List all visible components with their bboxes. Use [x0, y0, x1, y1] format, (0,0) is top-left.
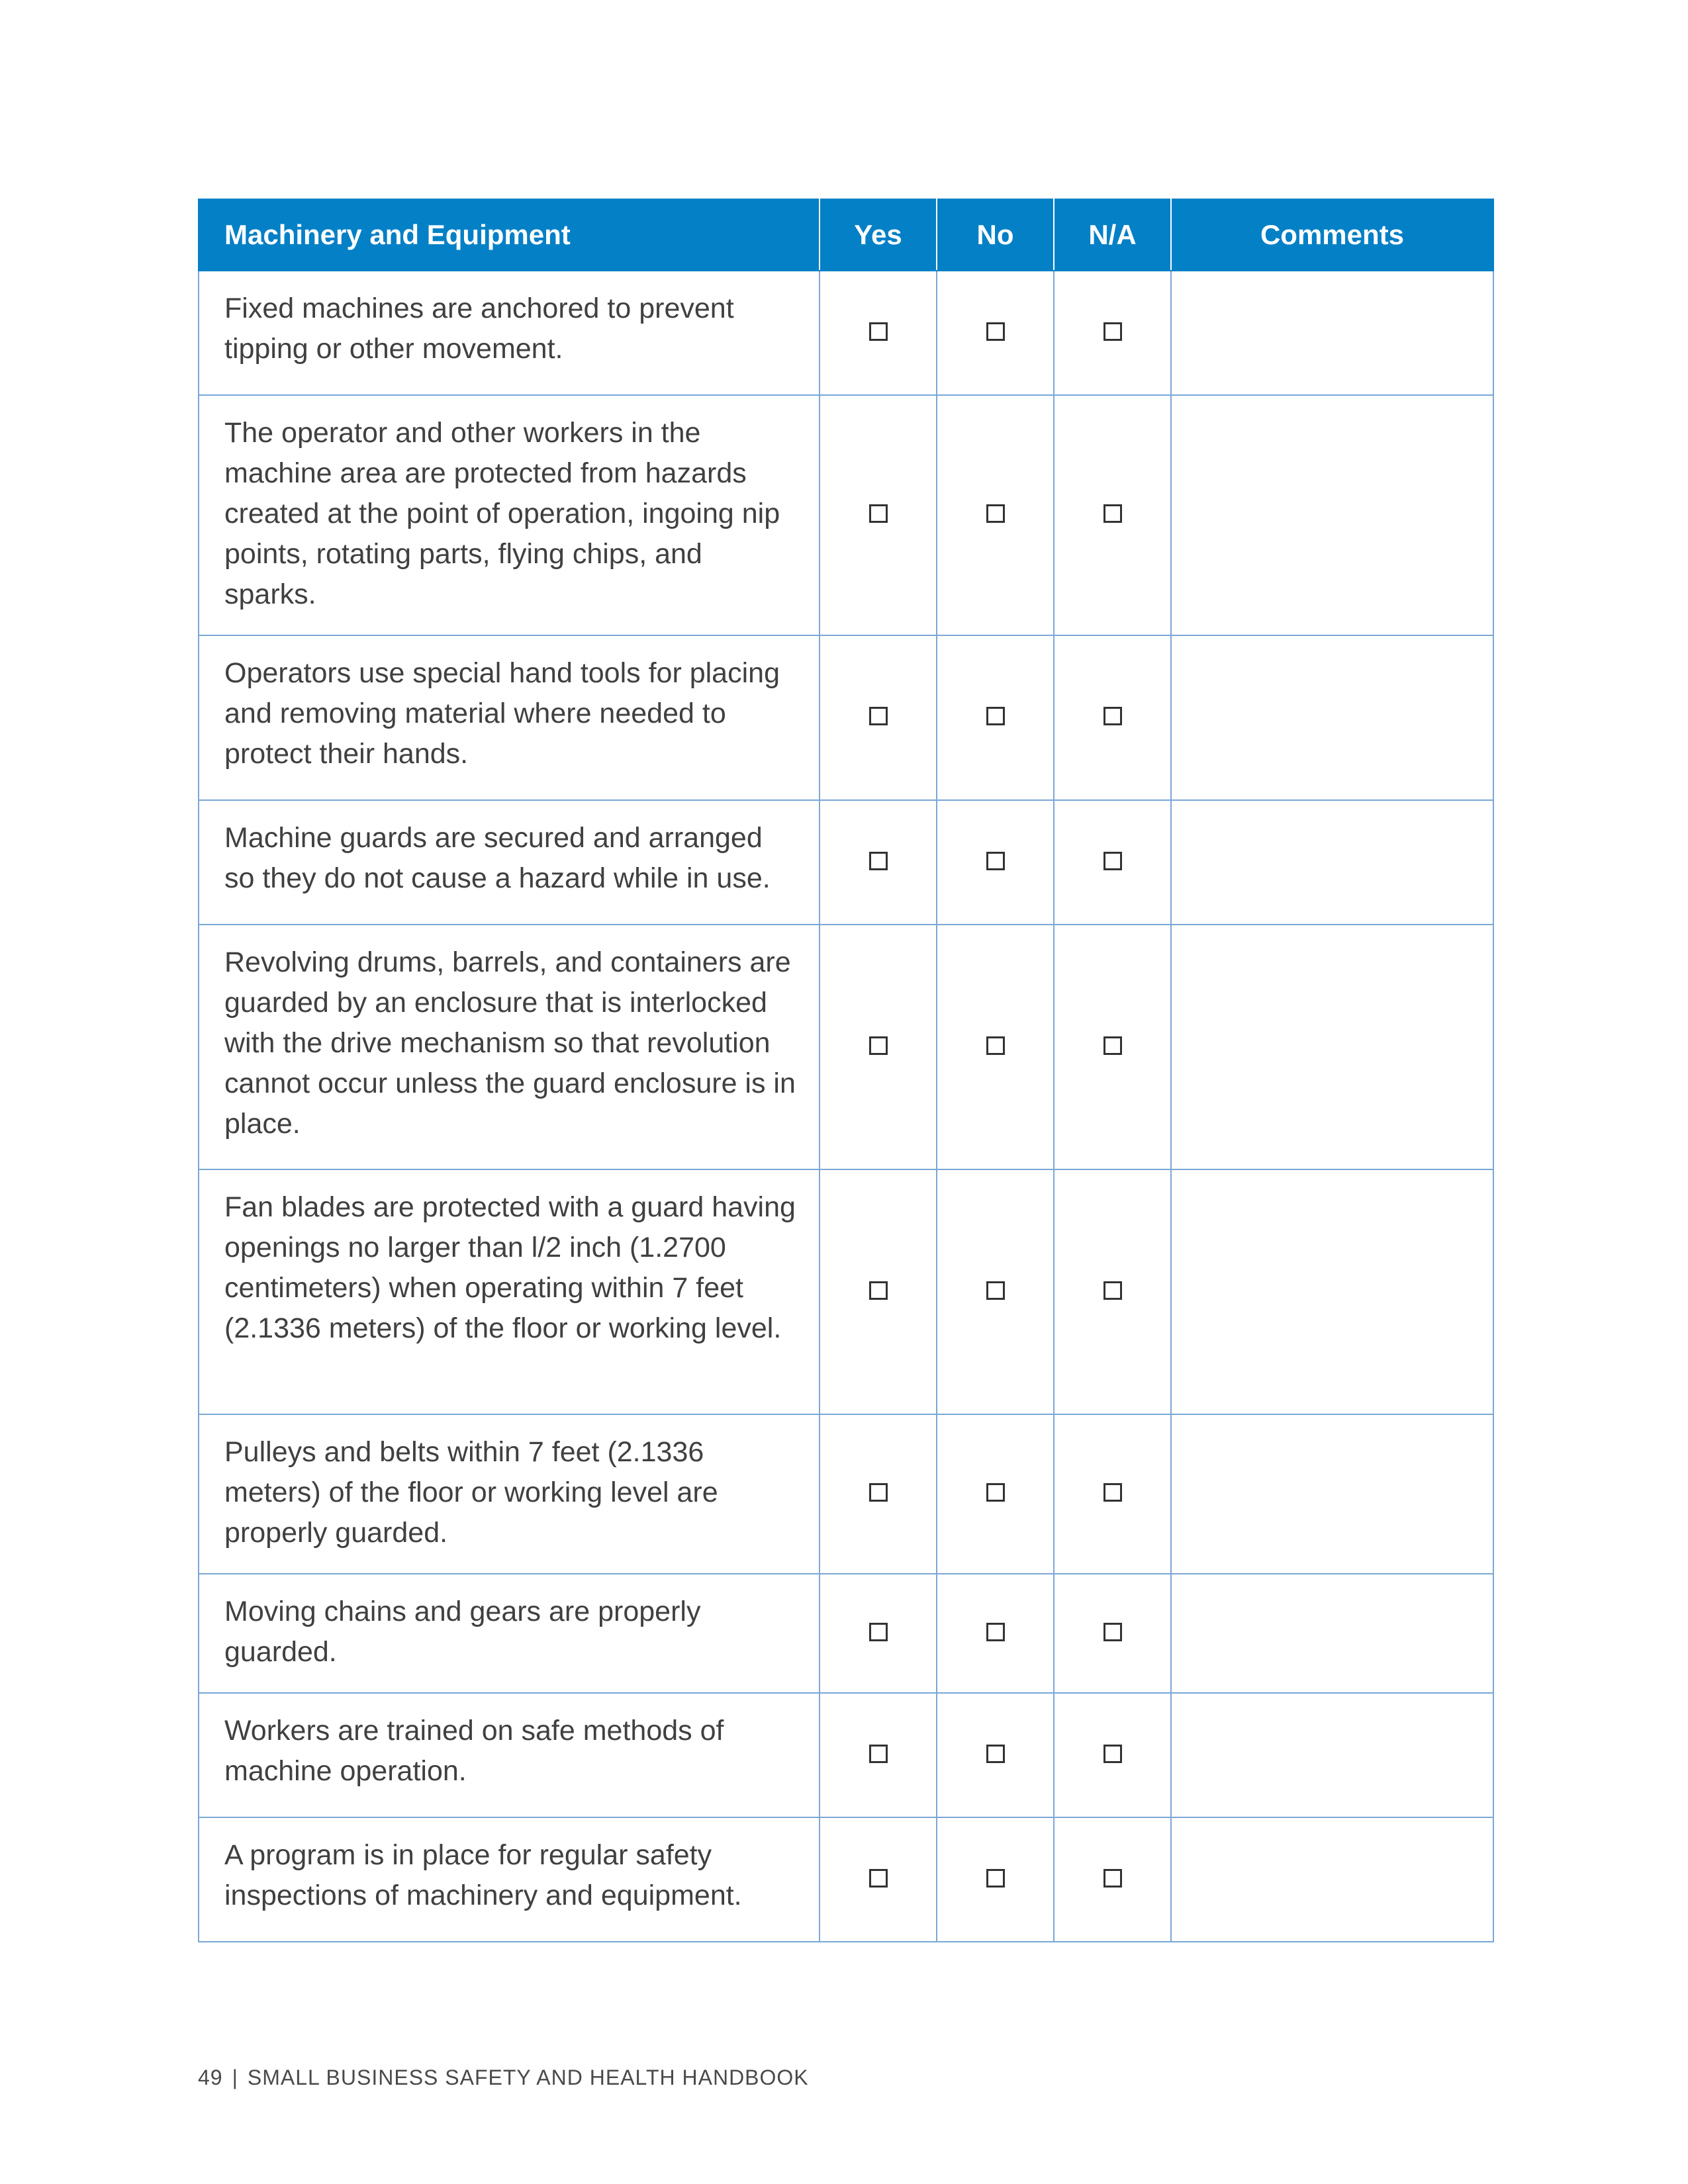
no-cell — [937, 1414, 1054, 1574]
yes-cell — [820, 1693, 937, 1817]
comment-cell[interactable] — [1171, 635, 1493, 800]
table-row — [199, 1574, 1493, 1693]
na-cell — [1054, 1169, 1171, 1414]
header-yes: Yes — [820, 199, 937, 271]
na-cell — [1054, 271, 1171, 395]
yes-cell — [820, 395, 937, 635]
comment-cell[interactable] — [1171, 1169, 1493, 1414]
no-cell — [937, 395, 1054, 635]
table-row — [199, 1169, 1493, 1414]
checklist-item-text: Machine guards are secured and arranged so they do not cause a hazard while in use. — [199, 800, 820, 925]
yes-checkbox[interactable] — [869, 1281, 888, 1300]
page-footer — [198, 2066, 809, 2090]
comment-cell[interactable] — [1171, 800, 1493, 925]
table-row — [199, 395, 1493, 635]
yes-checkbox[interactable] — [869, 322, 888, 341]
na-cell — [1054, 395, 1171, 635]
comment-cell[interactable] — [1171, 925, 1493, 1169]
table-row — [199, 1414, 1493, 1574]
header-comments: Comments — [1171, 199, 1493, 271]
no-cell — [937, 1574, 1054, 1693]
comment-cell[interactable] — [1171, 1414, 1493, 1574]
table-row — [199, 800, 1493, 925]
checklist-item-text: Fan blades are protected with a guard having openings no larger than l/2 inch (1.2700 centimeters) when operating within 7 feet (2.1336 meters) of the floor or working level. — [199, 1169, 820, 1414]
na-checkbox[interactable] — [1103, 1623, 1122, 1641]
no-checkbox[interactable] — [986, 322, 1005, 341]
header-na: N/A — [1054, 199, 1171, 271]
na-cell — [1054, 1693, 1171, 1817]
no-cell — [937, 1169, 1054, 1414]
handbook-title: SMALL BUSINESS SAFETY AND HEALTH HANDBOOK — [247, 2066, 809, 2089]
na-checkbox[interactable] — [1103, 322, 1122, 341]
yes-checkbox[interactable] — [869, 1483, 888, 1502]
no-cell — [937, 1817, 1054, 1942]
header-machinery-equipment: Machinery and Equipment — [199, 199, 820, 271]
yes-cell — [820, 1169, 937, 1414]
no-checkbox[interactable] — [986, 1869, 1005, 1888]
yes-cell — [820, 1414, 937, 1574]
na-cell — [1054, 1817, 1171, 1942]
yes-checkbox[interactable] — [869, 1036, 888, 1055]
yes-cell — [820, 1574, 937, 1693]
machinery-equipment-checklist — [198, 199, 1494, 1942]
yes-checkbox[interactable] — [869, 707, 888, 725]
yes-checkbox[interactable] — [869, 852, 888, 870]
yes-checkbox[interactable] — [869, 1745, 888, 1763]
no-checkbox[interactable] — [986, 1745, 1005, 1763]
yes-checkbox[interactable] — [869, 504, 888, 523]
yes-cell — [820, 635, 937, 800]
checklist-item-text: Operators use special hand tools for placing and removing material where needed to protect their hands. — [199, 635, 820, 800]
no-cell — [937, 925, 1054, 1169]
checklist-item-text: Workers are trained on safe methods of machine operation. — [199, 1693, 820, 1817]
no-cell — [937, 800, 1054, 925]
checklist-item-text: Pulleys and belts within 7 feet (2.1336 meters) of the floor or working level are properly guarded. — [199, 1414, 820, 1574]
na-checkbox[interactable] — [1103, 1281, 1122, 1300]
comment-cell[interactable] — [1171, 1574, 1493, 1693]
yes-checkbox[interactable] — [869, 1869, 888, 1888]
comment-cell[interactable] — [1171, 1817, 1493, 1942]
no-checkbox[interactable] — [986, 1036, 1005, 1055]
na-checkbox[interactable] — [1103, 852, 1122, 870]
checklist-item-text: Fixed machines are anchored to prevent tipping or other movement. — [199, 271, 820, 395]
no-checkbox[interactable] — [986, 707, 1005, 725]
checklist-item-text: Moving chains and gears are properly guarded. — [199, 1574, 820, 1693]
table-row — [199, 271, 1493, 395]
comment-cell[interactable] — [1171, 1693, 1493, 1817]
no-cell — [937, 271, 1054, 395]
checklist-item-text: The operator and other workers in the machine area are protected from hazards created at the point of operation, ingoing nip points, rotating parts, flying chips, and sparks. — [199, 395, 820, 635]
na-cell — [1054, 925, 1171, 1169]
page-number: 49 — [198, 2066, 223, 2089]
na-cell — [1054, 1414, 1171, 1574]
table-header-row — [199, 199, 1493, 271]
yes-cell — [820, 925, 937, 1169]
no-checkbox[interactable] — [986, 1281, 1005, 1300]
footer-separator: | — [232, 2066, 238, 2089]
yes-checkbox[interactable] — [869, 1623, 888, 1641]
no-cell — [937, 1693, 1054, 1817]
yes-cell — [820, 271, 937, 395]
na-cell — [1054, 1574, 1171, 1693]
yes-cell — [820, 1817, 937, 1942]
na-cell — [1054, 635, 1171, 800]
na-checkbox[interactable] — [1103, 1483, 1122, 1502]
table-row — [199, 1817, 1493, 1942]
checklist-item-text: Revolving drums, barrels, and containers are guarded by an enclosure that is interlocked with the drive mechanism so that revolution cannot occur unless the guard enclosure is in place. — [199, 925, 820, 1169]
na-checkbox[interactable] — [1103, 1745, 1122, 1763]
na-checkbox[interactable] — [1103, 707, 1122, 725]
comment-cell[interactable] — [1171, 395, 1493, 635]
comment-cell[interactable] — [1171, 271, 1493, 395]
na-checkbox[interactable] — [1103, 1869, 1122, 1888]
checklist-item-text: A program is in place for regular safety inspections of machinery and equipment. — [199, 1817, 820, 1942]
table-row — [199, 635, 1493, 800]
no-checkbox[interactable] — [986, 1483, 1005, 1502]
na-checkbox[interactable] — [1103, 504, 1122, 523]
no-checkbox[interactable] — [986, 504, 1005, 523]
yes-cell — [820, 800, 937, 925]
na-checkbox[interactable] — [1103, 1036, 1122, 1055]
no-checkbox[interactable] — [986, 1623, 1005, 1641]
table-row — [199, 925, 1493, 1169]
no-cell — [937, 635, 1054, 800]
header-no: No — [937, 199, 1054, 271]
no-checkbox[interactable] — [986, 852, 1005, 870]
table-row — [199, 1693, 1493, 1817]
na-cell — [1054, 800, 1171, 925]
